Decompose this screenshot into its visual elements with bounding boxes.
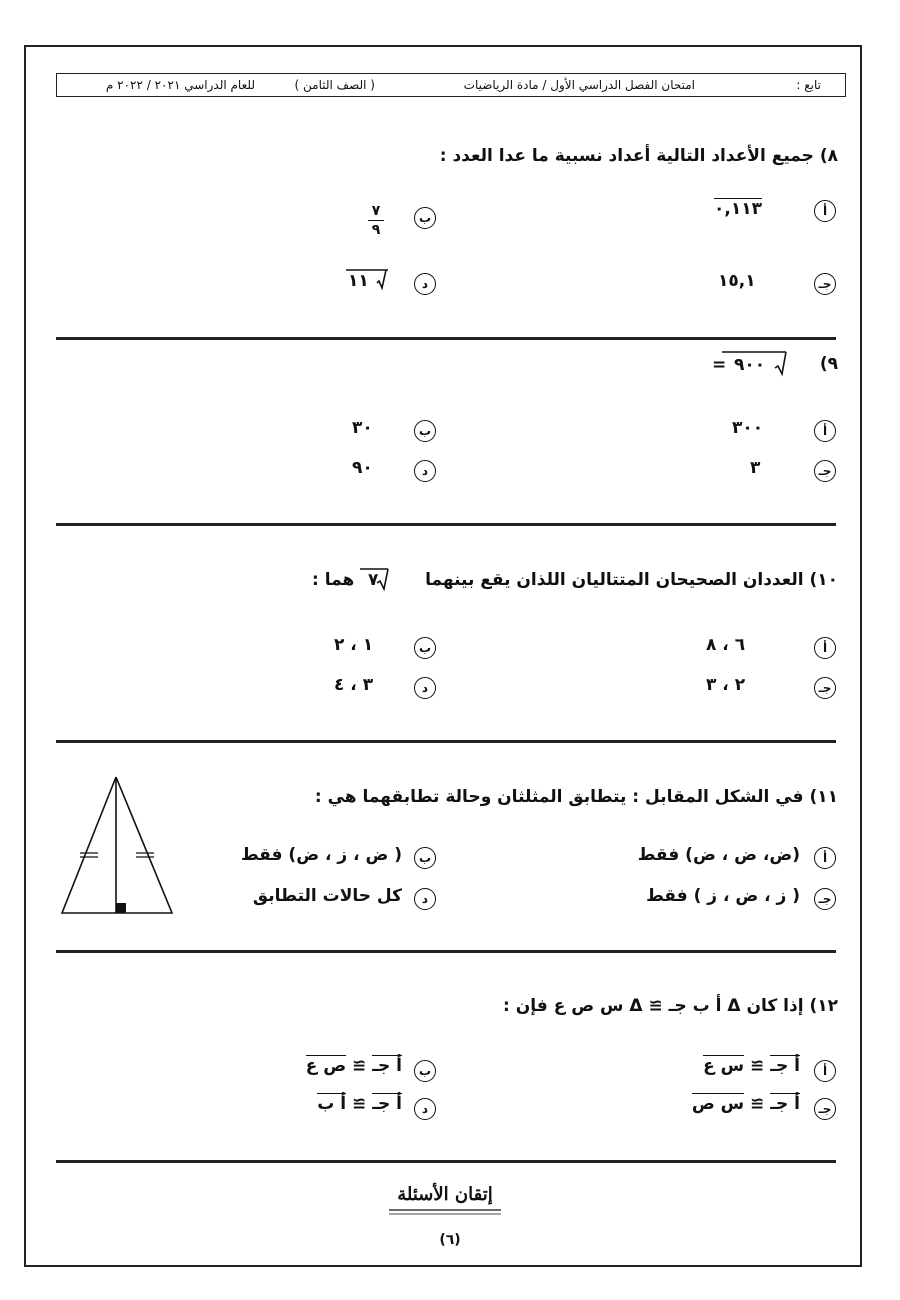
q9-option-d-letter[interactable]: د	[414, 460, 436, 482]
page-frame	[24, 45, 862, 1267]
question-10-suffix: هما :	[312, 570, 355, 590]
header-grade: ( الصف الثامن )	[294, 78, 375, 92]
q12-option-a-congruent-symbol: ≅	[750, 1056, 765, 1076]
q8-option-c-value: ١٥,١	[718, 271, 756, 291]
q9-option-c-value: ٣	[750, 458, 761, 478]
q12-option-a-letter[interactable]: أ	[814, 1060, 836, 1082]
q8-option-b-numerator: ٧	[371, 203, 381, 219]
right-angle-marker	[116, 903, 126, 913]
page-number: (٦)	[439, 1232, 461, 1248]
q10-option-d-value: ٣ ، ٤	[334, 675, 374, 695]
q12-option-d-congruent-symbol: ≅	[352, 1094, 367, 1114]
q10-option-c-letter[interactable]: جـ	[814, 677, 836, 699]
q12-option-b-congruent-symbol: ≅	[352, 1056, 367, 1076]
fraction-bar	[368, 220, 384, 221]
q9-option-b-letter[interactable]: ب	[414, 420, 436, 442]
q10-option-b-letter[interactable]: ب	[414, 637, 436, 659]
q12-option-d-left-segment: أ جـ	[372, 1094, 402, 1114]
q10-option-b-value: ١ ، ٢	[334, 635, 374, 655]
q9-option-b-value: ٣٠	[352, 418, 373, 438]
q9-option-a-letter[interactable]: أ	[814, 420, 836, 442]
question-10-prefix: ١٠) العددان الصحيحان المتتاليان اللذان يقع بينهما	[425, 570, 838, 590]
q9-option-c-letter[interactable]: جـ	[814, 460, 836, 482]
q12-option-c-left-segment: أ جـ	[770, 1094, 800, 1114]
q10-option-a-letter[interactable]: أ	[814, 637, 836, 659]
header-continued: تابع :	[796, 78, 821, 92]
q11-option-a-value: (ض، ض ، ض) فقط	[637, 845, 800, 865]
exam-header	[56, 73, 846, 97]
question-9-number: ٩)	[819, 354, 838, 374]
divider	[56, 337, 836, 340]
q12-option-c-right-segment: س ص	[691, 1094, 745, 1114]
q8-option-b-letter[interactable]: ب	[414, 207, 436, 229]
triangle-figure	[56, 775, 180, 917]
publisher-logo	[385, 1180, 505, 1220]
q8-option-d-letter[interactable]: د	[414, 273, 436, 295]
q12-option-b-right-segment: ص ع	[305, 1056, 347, 1076]
q12-option-a-left-segment: أ جـ	[770, 1056, 800, 1076]
q12-option-a-value	[703, 1056, 800, 1076]
q10-option-c-value: ٢ ، ٣	[706, 675, 746, 695]
q12-option-c-letter[interactable]: جـ	[814, 1098, 836, 1120]
logo-text: إتقان الأسئلة	[397, 1184, 493, 1205]
radical-sign-icon	[360, 565, 402, 593]
q11-option-b-letter[interactable]: ب	[414, 847, 436, 869]
q12-option-d-letter[interactable]: د	[414, 1098, 436, 1120]
question-9-equals: =	[712, 355, 727, 375]
header-year: للعام الدراسي ٢٠٢١ / ٢٠٢٢ م	[105, 78, 255, 92]
q11-option-c-letter[interactable]: جـ	[814, 888, 836, 910]
q12-option-c-value	[692, 1094, 800, 1114]
divider	[56, 740, 836, 743]
q12-option-b-value	[306, 1056, 402, 1076]
question-9-radicand: ٩٠٠	[734, 355, 766, 375]
question-12-text: ١٢) إذا كان Δ أ ب جـ ≅ Δ س ص ع فإن :	[503, 996, 838, 1016]
q9-option-a-value: ٣٠٠	[732, 418, 764, 438]
q8-option-a-letter[interactable]: أ	[814, 200, 836, 222]
question-11-text: ١١) في الشكل المقابل : يتطابق المثلثان وحالة تطابقهما هي :	[314, 787, 838, 807]
divider	[56, 1160, 836, 1163]
q12-option-d-right-segment: أ ب	[317, 1094, 347, 1114]
q9-option-d-value: ٩٠	[352, 458, 373, 478]
q11-option-d-letter[interactable]: د	[414, 888, 436, 910]
q11-option-b-value: ( ض ، ز ، ض) فقط	[240, 845, 402, 865]
q8-option-b-denominator: ٩	[371, 222, 381, 238]
q12-option-a-right-segment: س ع	[703, 1056, 745, 1076]
divider	[56, 950, 836, 953]
q8-option-b-fraction	[368, 203, 384, 238]
q10-option-d-letter[interactable]: د	[414, 677, 436, 699]
question-10-radicand: ٧	[368, 570, 379, 590]
q12-option-b-left-segment: أ جـ	[372, 1056, 402, 1076]
q12-option-d-value	[317, 1094, 402, 1114]
q8-option-d-value: ١١	[348, 271, 369, 291]
q12-option-b-letter[interactable]: ب	[414, 1060, 436, 1082]
question-8-text: ٨) جميع الأعداد التالية أعداد نسبية ما عدا العدد :	[439, 146, 838, 166]
q12-option-c-congruent-symbol: ≅	[750, 1094, 765, 1114]
divider	[56, 523, 836, 526]
q8-option-c-letter[interactable]: جـ	[814, 273, 836, 295]
q10-option-a-value: ٦ ، ٨	[706, 635, 746, 655]
header-exam-title: امتحان الفصل الدراسي الأول / مادة الرياضيات	[463, 78, 695, 92]
q8-option-a-value: ٠,١١٣	[714, 199, 762, 219]
q11-option-c-value: ( ز ، ض ، ز ) فقط	[646, 886, 800, 906]
q11-option-d-value: كل حالات التطابق	[252, 886, 402, 906]
q11-option-a-letter[interactable]: أ	[814, 847, 836, 869]
